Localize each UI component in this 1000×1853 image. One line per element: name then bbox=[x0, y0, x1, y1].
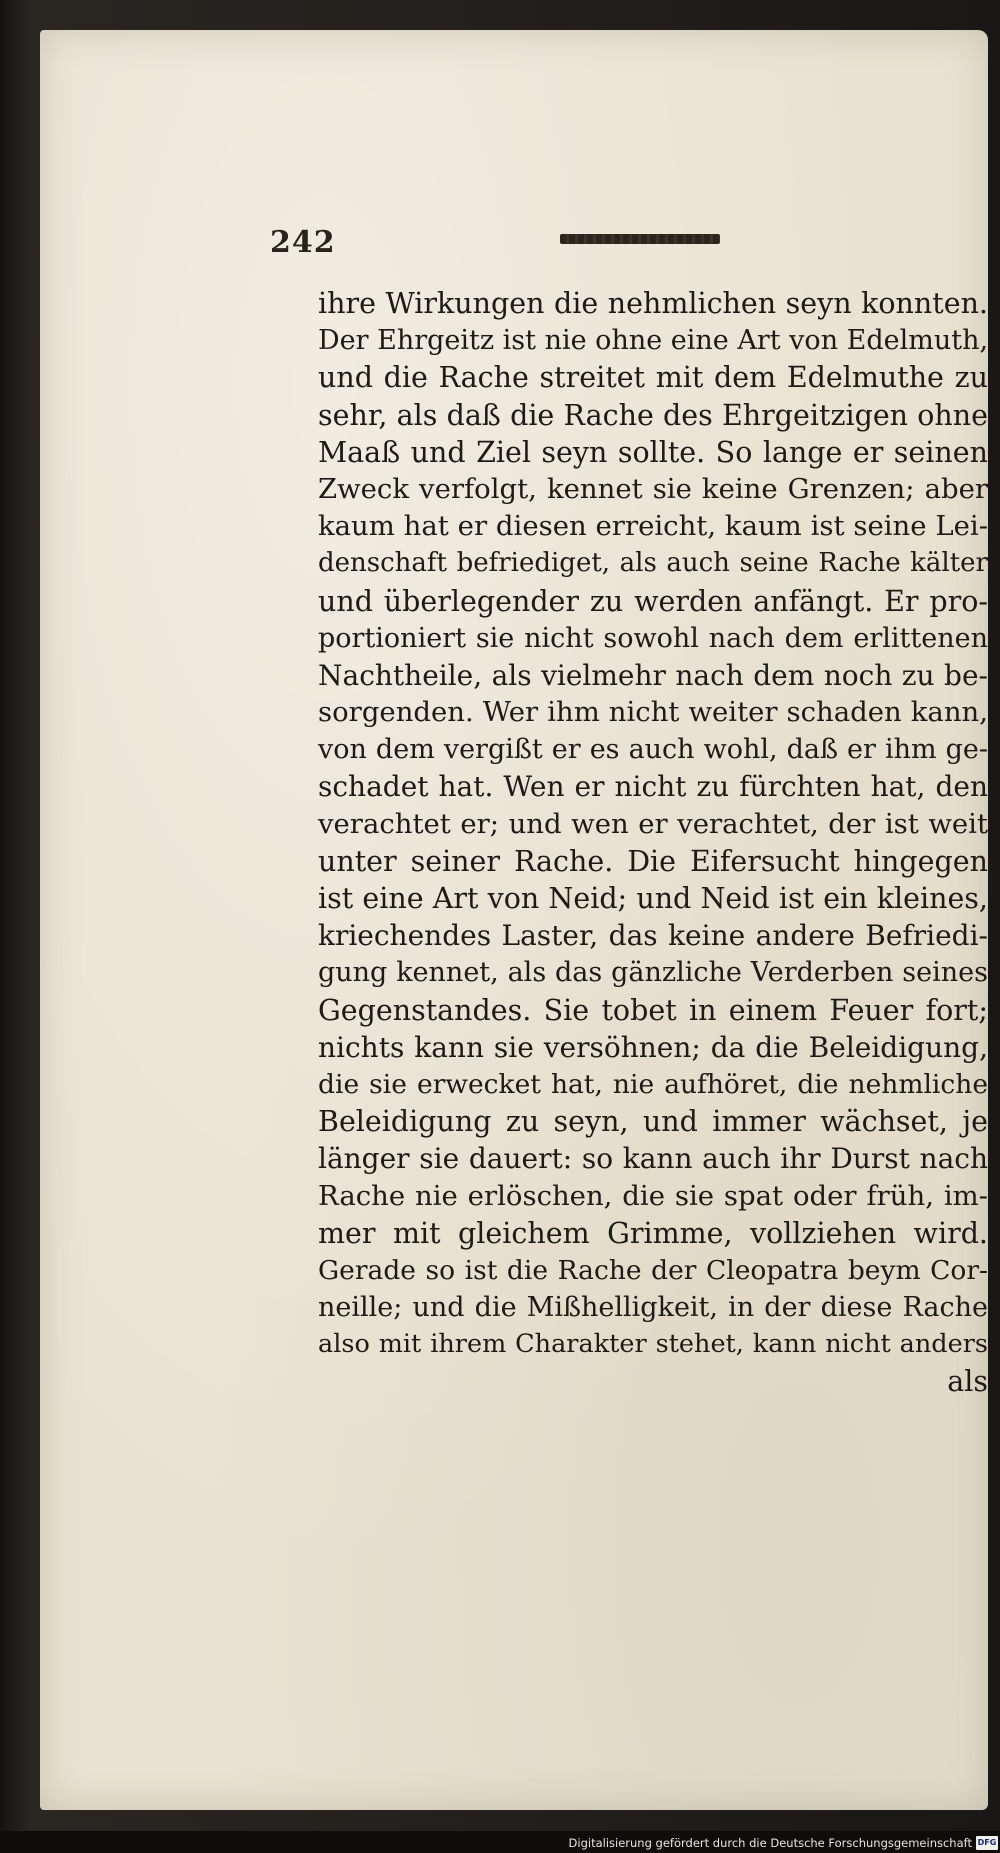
text-line: also mit ihrem Charakter stehet, kann nicht anders bbox=[318, 1329, 988, 1360]
text-line: gung kennet, als das gänzliche Verderben seines bbox=[318, 957, 988, 989]
text-line: und die Rache streitet mit dem Edelmuthe zu bbox=[318, 361, 988, 395]
header-ornament bbox=[560, 234, 720, 244]
funding-credit: Digitalisierung gefördert durch die Deutsche Forschungsgemeinschaft bbox=[568, 1836, 972, 1850]
text-line: neille; und die Mißhelligkeit, in der diese Rache bbox=[318, 1292, 988, 1324]
text-line: portioniert sie nicht sowohl nach dem erlittenen bbox=[318, 622, 988, 654]
text-line: von dem vergißt er es auch wohl, daß er ihm ge- bbox=[318, 734, 988, 766]
body-text bbox=[318, 285, 988, 1401]
text-line: Zweck verfolgt, kennet sie keine Grenzen; aber bbox=[318, 472, 988, 505]
text-line: Gegenstandes. Sie tobet in einem Feuer fort; bbox=[318, 993, 988, 1027]
text-line: Beleidigung zu seyn, und immer wächset, je bbox=[318, 1105, 988, 1139]
text-line: nichts kann sie versöhnen; da die Beleidigung, bbox=[318, 1030, 988, 1064]
text-line: Maaß und Ziel seyn sollte. So lange er seinen bbox=[318, 435, 988, 469]
footer-bar bbox=[0, 1831, 1000, 1853]
text-line: schadet hat. Wen er nicht zu fürchten hat, den bbox=[318, 770, 988, 804]
text-line: verachtet er; und wen er verachtet, der ist weit bbox=[318, 807, 988, 840]
text-line: Nachtheile, als vielmehr nach dem noch zu be- bbox=[318, 658, 988, 692]
text-line: sehr, als daß die Rache des Ehrgeitzigen ohne bbox=[318, 398, 988, 432]
text-line: länger sie dauert: so kann auch ihr Durst nach bbox=[318, 1142, 988, 1176]
text-line: und überlegender zu werden anfängt. Er pro- bbox=[318, 584, 988, 618]
text-line: kaum hat er diesen erreicht, kaum ist seine Lei- bbox=[318, 510, 988, 543]
text-line: ihre Wirkungen die nehmlichen seyn konnten. bbox=[318, 287, 988, 320]
book-page bbox=[40, 30, 988, 1810]
text-line: Der Ehrgeitz ist nie ohne eine Art von Edelmuth, bbox=[318, 325, 989, 357]
text-line: denschaft befriediget, als auch seine Rache kälter bbox=[318, 548, 988, 579]
page-number: 242 bbox=[270, 225, 336, 260]
text-line: Gerade so ist die Rache der Cleopatra beym Cor- bbox=[318, 1254, 988, 1286]
catchword: als bbox=[947, 1365, 988, 1399]
dfg-logo-icon: DFG bbox=[976, 1836, 998, 1850]
text-line: kriechendes Laster, das keine andere Befriedi- bbox=[318, 919, 988, 953]
text-line: mer mit gleichem Grimme, vollziehen wird. bbox=[318, 1216, 988, 1250]
text-line: ist eine Art von Neid; und Neid ist ein kleines, bbox=[318, 882, 988, 915]
text-line: unter seiner Rache. Die Eifersucht hingegen bbox=[318, 844, 988, 878]
text-line: die sie erwecket hat, nie aufhöret, die nehmliche bbox=[318, 1068, 988, 1100]
text-line: sorgenden. Wer ihm nicht weiter schaden kann, bbox=[318, 696, 988, 729]
text-line: Rache nie erlöschen, die sie spat oder früh, im- bbox=[318, 1179, 988, 1212]
